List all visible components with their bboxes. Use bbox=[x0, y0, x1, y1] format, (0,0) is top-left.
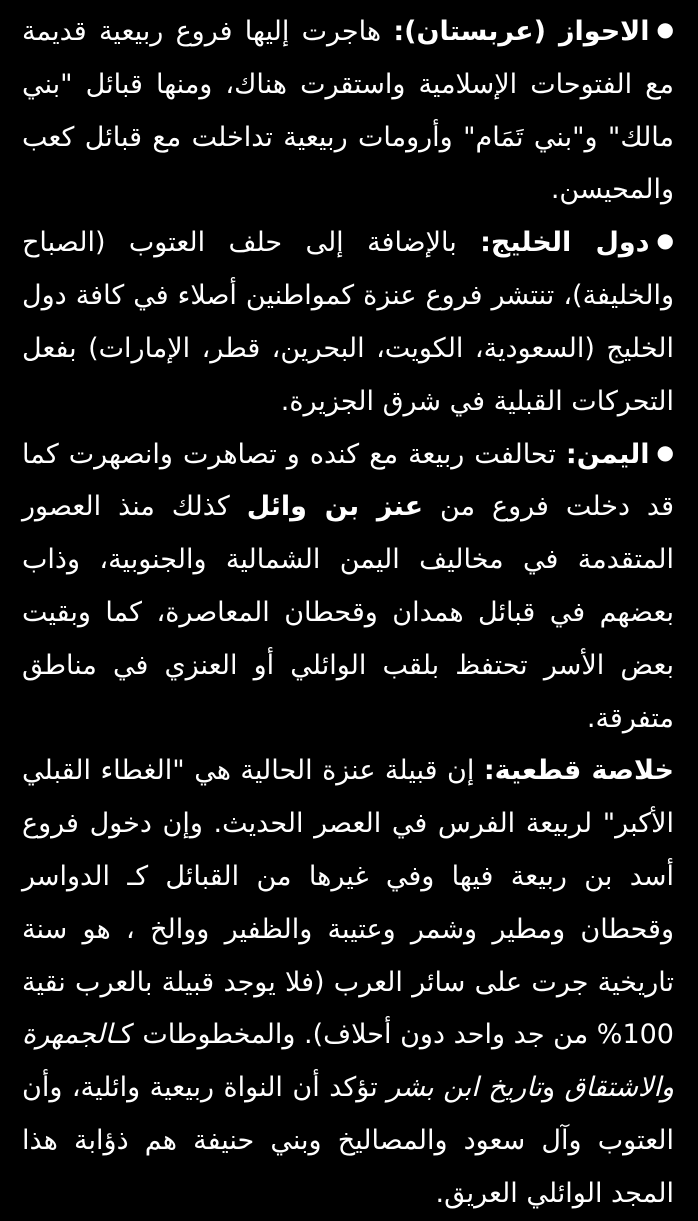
paragraph-gulf bbox=[22, 217, 674, 428]
italic-jamhara: الجمهرة والاشتقاق bbox=[22, 1019, 674, 1104]
heading-ahwaz: الاحواز (عربستان): bbox=[393, 16, 650, 47]
bullet-icon: ● bbox=[656, 439, 674, 464]
text-conclusion-1: إن قبيلة عنزة الحالية هي "الغطاء القبلي الأكبر" لربيعة الفرس في العصر الحديث. وإن دخول فروع أسد بن ربيعة فيها وفي غيرها من القبائل كـ الدواسر وقحطان ومطير وشمر وعتيبة والظفير ووالخ ، هو سنة تاريخية جرت على سائر العرب (فلا يوجد قبيلة بالعرب نقية 100% من جد واحد دون أحلاف). والمخطوطات كـ bbox=[22, 755, 674, 1051]
paragraph-yemen bbox=[22, 429, 674, 746]
bullet-icon: ● bbox=[656, 17, 674, 42]
italic-tarikh-ibn-bishr: تاريخ ابن بشر bbox=[387, 1072, 542, 1104]
text-ahwaz: هاجرت إليها فروع ربيعية قديمة مع الفتوحات الإسلامية واستقرت هناك، ومنها قبائل "بني مالك" و"بني تَمَام" وأرومات ربيعية تداخلت مع قبائل كعب والمحيسن. bbox=[22, 16, 674, 206]
bullet-icon: ● bbox=[656, 228, 674, 253]
text-yemen-1: تحالفت ربيعة مع كنده و تصاهرت وانصهرت كما قد دخلت فروع من bbox=[22, 438, 674, 523]
paragraph-ahwaz bbox=[22, 6, 674, 217]
heading-conclusion: خلاصة قطعية: bbox=[483, 755, 674, 787]
text-gulf: بالإضافة إلى حلف العتوب (الصباح والخليفة)، تنتشر فروع عنزة كمواطنين أصلاء في كافة دول الخليج (السعودية، الكويت، البحرين، قطر، الإمارات) بفعل التحركات القبلية في شرق الجزيرة. bbox=[22, 227, 674, 417]
text-conclusion-3: تؤكد أن النواة ربيعية وائلية، وأن العتوب وآل سعود والمصاليخ وبني حنيفة هم ذؤابة هذا المجد الوائلي العريق. bbox=[22, 1072, 674, 1209]
text-yemen-2: كذلك منذ العصور المتقدمة في مخاليف اليمن الشمالية والجنوبية، وذاب بعضهم في قبائل همدان وقحطان المعاصرة، كما وبقيت بعض الأسر تحتفظ بلقب الوائلي أو العنزي في مناطق متفرقة. bbox=[22, 491, 674, 734]
heading-gulf: دول الخليج: bbox=[480, 227, 650, 259]
paragraph-conclusion bbox=[22, 745, 674, 1220]
emphasis-anz-bin-wail: عنز بن وائل bbox=[246, 491, 424, 523]
text-conclusion-2: و bbox=[541, 1072, 565, 1104]
heading-yemen: اليمن: bbox=[565, 438, 650, 470]
